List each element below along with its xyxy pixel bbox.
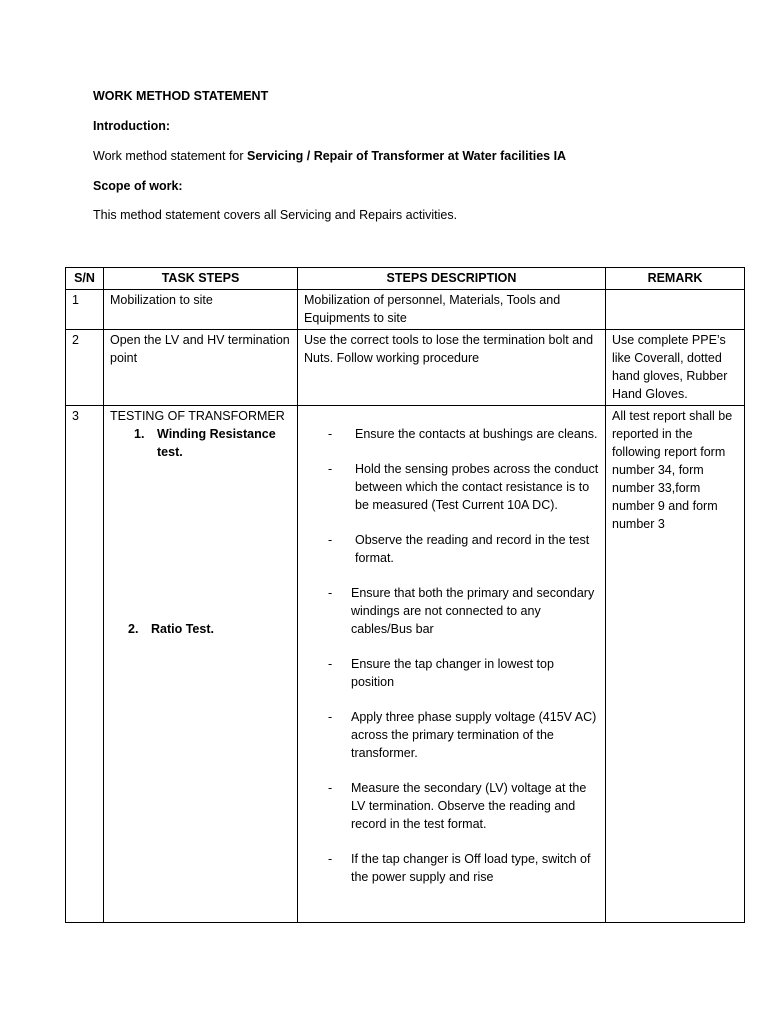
list-item: - Ensure the tap changer in lowest top position [328, 657, 554, 689]
subtask-item [104, 620, 291, 638]
list-item: - If the tap changer is Off load type, switch of the power supply and rise [328, 852, 591, 884]
table-row [66, 406, 745, 923]
list-item: - Measure the secondary (LV) voltage at the LV termination. Observe the reading and record in the test format. [328, 781, 587, 831]
introduction-text [93, 149, 566, 163]
row-sn: 2 [66, 330, 104, 406]
row-description [298, 406, 606, 923]
header-sn: S/N [66, 268, 104, 290]
list-item: - Ensure that both the primary and secondary windings are not connected to any cables/Bus bar [328, 586, 595, 636]
list-item: - Observe the reading and record in the test format. [328, 533, 590, 565]
introduction-subject: Servicing / Repair of Transformer at Water facilities IA [247, 149, 567, 163]
header-task-steps: TASK STEPS [104, 268, 298, 290]
method-table [65, 267, 745, 923]
subtask-number: 1. [134, 427, 145, 441]
header-remark: REMARK [606, 268, 745, 290]
row-task [104, 406, 298, 923]
list-item: - Hold the sensing probes across the conduct between which the contact resistance is to be measured (Test Current 10A DC). [328, 462, 599, 512]
row-description: Use the correct tools to lose the termination bolt and Nuts. Follow working procedure [298, 330, 606, 406]
scope-heading: Scope of work: [93, 179, 183, 193]
table-header-row [66, 268, 745, 290]
row-remark [606, 290, 745, 330]
subtask-label: Ratio Test. [151, 622, 214, 636]
row-remark: All test report shall be reported in the following report form number 34, form number 33,form number 9 and form number 3 [606, 406, 745, 923]
scope-text: This method statement covers all Servicing and Repairs activities. [93, 208, 458, 222]
row-description: Mobilization of personnel, Materials, Tools and Equipments to site [298, 290, 606, 330]
subtask-item [110, 425, 291, 461]
subtask-label: Winding Resistance test. [157, 427, 276, 459]
table-row [66, 330, 745, 406]
row-task: Mobilization to site [104, 290, 298, 330]
introduction-heading: Introduction: [93, 119, 171, 133]
list-item: - Apply three phase supply voltage (415V AC) across the primary termination of the transformer. [328, 710, 597, 760]
row-sn: 3 [66, 406, 104, 923]
task-heading: TESTING OF TRANSFORMER [110, 409, 285, 423]
row-remark: Use complete PPE’s like Coverall, dotted hand gloves, Rubber Hand Gloves. [606, 330, 745, 406]
subtask-number: 2. [128, 622, 139, 636]
row-task: Open the LV and HV termination point [104, 330, 298, 406]
document-title: WORK METHOD STATEMENT [93, 89, 269, 103]
list-item: - Ensure the contacts at bushings are cleans. [328, 427, 598, 441]
introduction-prefix: Work method statement for [93, 149, 247, 163]
row-sn: 1 [66, 290, 104, 330]
table-row [66, 290, 745, 330]
header-steps-description: STEPS DESCRIPTION [298, 268, 606, 290]
